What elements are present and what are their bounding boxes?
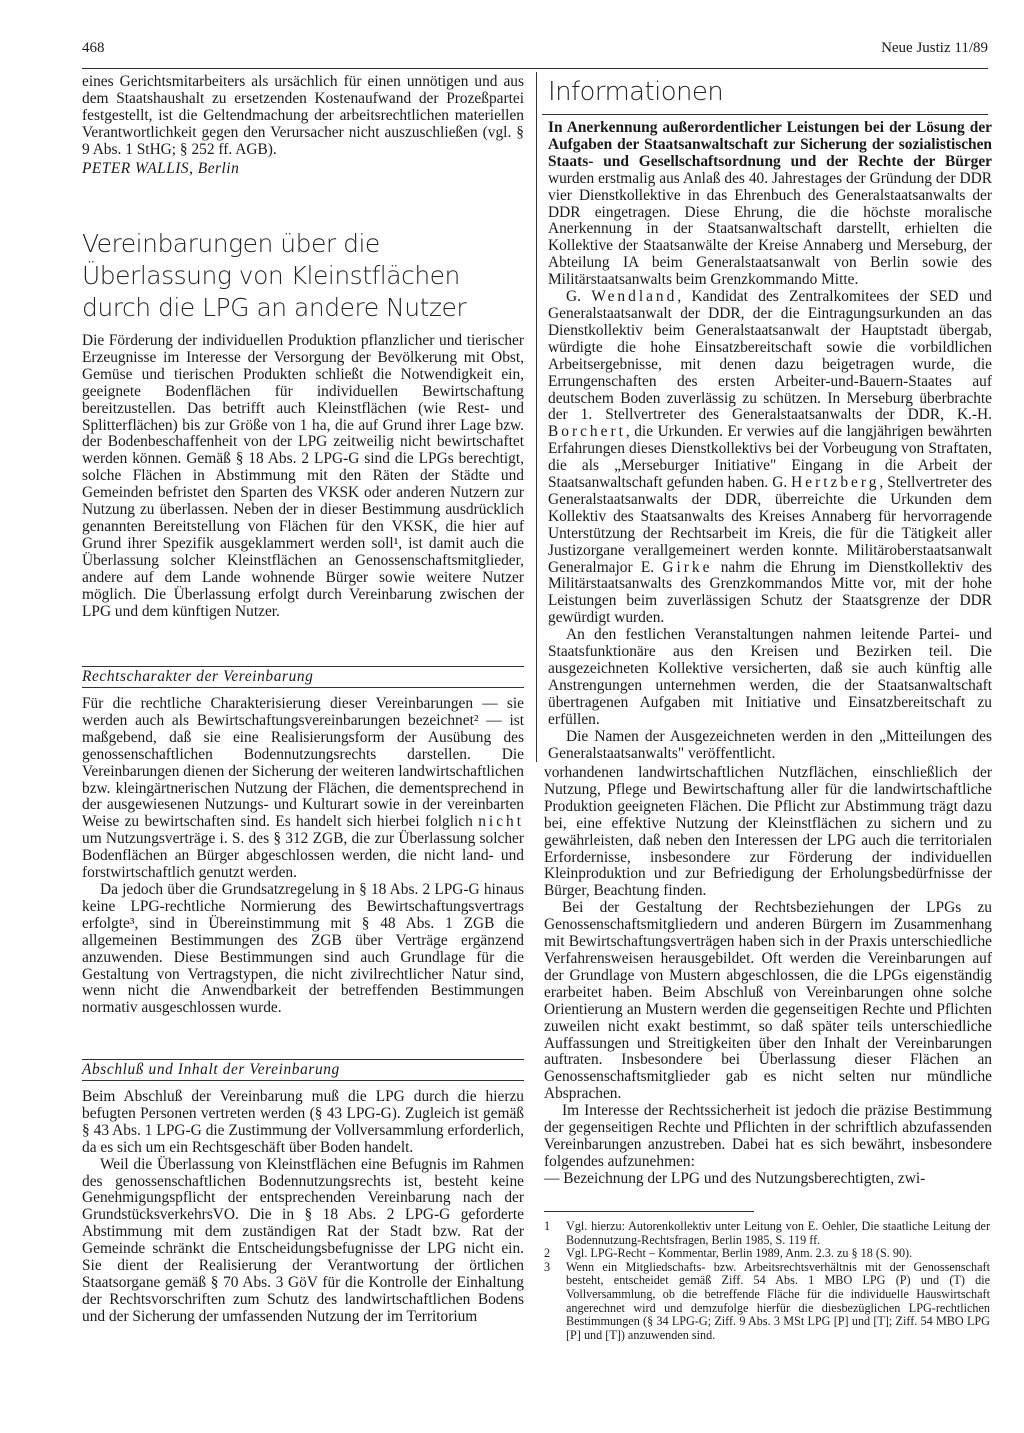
informationen-rule bbox=[542, 114, 988, 115]
continuation-paragraph-1: vorhandenen landwirtschaftlichen Nutzflächen, einschließlich der Nutzung, Pflege und Bewirtschaftung aller für die landwirtschaftliche Produktion geeigneten Flächen. Die Pflicht zur Abstimmung trägt dazu bei, eine effektive Nutzung der Kleinstflächen zu sichern und zu gewährleisten, daß neben den Interessen der LPG auch die territorialen Erfordernisse, insbesondere zur Förderung der individuellen Kleinproduktion und zur Befriedigung der Erholungsbedürfnisse der Bürger, Beachtung finden. bbox=[544, 764, 992, 900]
column-divider bbox=[536, 72, 537, 762]
list-item-bezeichnung: — Bezeichnung der LPG und des Nutzungsberechtigten, zwi- bbox=[544, 1169, 926, 1187]
page-number: 468 bbox=[82, 40, 105, 56]
informationen-p1-rest: wurden erstmalig aus Anlaß des 40. Jahrestages der Gründung der DDR vier Dienstkollektive in das Ehrenbuch des Generalstaatsanwalts der DDR eingetragen. Diese Ehrung, die die höchste moralische Anerkennung in der Staatsanwaltschaft darstellt, erhielten die Kollektive der Staatsanwälte der Kreise Annaberg und Merseburg, der Abteilung IA beim Generalstaatsanwalt von Berlin sowie des Militärstaatsanwalts beim Grenzkommando Mitte. bbox=[548, 169, 992, 289]
section-rechtscharakter bbox=[82, 696, 524, 1017]
person-name-borchert: Borchert bbox=[548, 423, 626, 441]
p2-text-d: , Stellvertreter des Generalstaatsanwalts der DDR, überreichte die Urkunden dem Kollektiv des Staatsanwalts des Kreises Annaberg für hervorragende Unterstützung der Rechtsarbeit im Kreis, die für die Tätigkeit aller Justizorgane verallgemeinert werden konnte. Militäroberstaatsanwalt Generalmajor E. bbox=[548, 474, 992, 576]
person-name-wendland: Wendland bbox=[591, 288, 678, 306]
section-abschluss bbox=[82, 1089, 524, 1326]
section1-paragraph-2: Da jedoch über die Grundsatzregelung in § 18 Abs. 2 LPG-G hinaus keine LPG-rechtliche Normierung des Bewirtschaftungsvertrags erfolgte³, sind in Übereinstimmung mit § 48 Abs. 1 ZGB die allgemeinen Bestimmungen des ZGB über Verträge ergänzend anzuwenden. Diese Bestimmungen sind auch Grundlage für die Gestaltung von Vertragstypen, die nicht zivilrechtlicher Natur sind, wenn nicht die Anwendbarkeit der betreffenden Bestimmungen normativ ausgeschlossen wurde. bbox=[82, 880, 524, 1017]
footnote-number: 1 bbox=[544, 1219, 551, 1233]
footnotes bbox=[544, 1220, 990, 1342]
informationen-paragraph-3: An den festlichen Veranstaltungen nahmen leitende Partei- und Staatsfunktionäre aus den Kreisen und Bezirken teil. Die ausgezeichneten Kollektive versicherten, daß sie auch künftig alle Anstrengungen unternehmen werden, die der Staatsanwaltschaft übertragenen Aufgaben mit Initiative und Einsatzbereitschaft zu erfüllen. bbox=[548, 626, 992, 728]
continuation-paragraph-3: Im Interesse der Rechtssicherheit ist jedoch die präzise Bestimmung der gegenseitigen Rechte und Pflichten in der schriftlich abzufassenden Vereinbarungen anzustreben. Dabei hat es sich bewährt, insbesondere folgendes aufzunehmen: bbox=[544, 1102, 992, 1170]
informationen-paragraph-2 bbox=[548, 289, 992, 627]
p2-text-e: nahm die Ehrung im Dienstkollektiv des Militärstaatsanwalts des Grenzkommandos Mitte vor, mit der hohe Leistungen beim zuverlässigen Schutz der Staatsgrenze der DDR gewürdigt wurden. bbox=[548, 558, 992, 627]
previous-article-paragraph: eines Gerichtsmitarbeiters als ursächlich für einen unnötigen und aus dem Staatshaushalt zu ersetzenden Kostenaufwand der Prozeßpartei festgestellt, ist die Geltendmachung der arbeitsrechtlichen materiellen Verantwortlichkeit gegen den Verursacher nicht auszuschließen (vgl. § 9 Abs. 1 StHG; § 252 ff. AGB). bbox=[82, 73, 524, 158]
footnote-item bbox=[544, 1220, 990, 1247]
footnote-text: Vgl. LPG-Recht – Kommentar, Berlin 1989, Anm. 2.3. zu § 18 (S. 90). bbox=[566, 1246, 913, 1261]
emphasis-nicht: nicht bbox=[478, 813, 524, 831]
section1-paragraph-1 bbox=[82, 696, 524, 882]
previous-article-ending bbox=[82, 74, 524, 177]
footnote-text: Vgl. hierzu: Autorenkollektiv unter Leitung von E. Oehler, Die staatliche Leitung der Bodennutzung-Rechtsfragen, Berlin 1985, S. 119 ff. bbox=[566, 1219, 990, 1247]
journal-issue: Neue Justiz 11/89 bbox=[881, 40, 988, 56]
section-heading-abschluss: Abschluß und Inhalt der Vereinbarung bbox=[82, 1059, 524, 1081]
p2-text-c: , die Urkunden. Er verwies auf die langjährigen bewährten Erfahrungen dieses Dienstkollektivs bei der Vorbeugung von Straftaten, die als „Merseburger Initiative" Eingang in die Arbeit der Staatsanwaltschaft gefunden haben. G. bbox=[548, 423, 992, 492]
informationen-title: Informationen bbox=[548, 77, 724, 107]
section2-paragraph-2: Weil die Überlassung von Kleinstflächen eine Befugnis im Rahmen des genossenschaftlichen Bodennutzungsrechts ist, besteht keine Genehmigungspflicht der entsprechenden Vereinbarung nach der GrundstücksverkehrsVO. Die in § 18 Abs. 2 LPG-G geforderte Abstimmung mit dem zuständigen Rat der Stadt bzw. Rat der Gemeinde schränkt die Entscheidungsbefugnisse der LPG nicht ein. Sie dient der Realisierung der Verantwortung der örtlichen Staatsorgane gemäß § 70 Abs. 3 GöV für die Kontrolle der Einhaltung der Rechtsvorschriften zum Schutz des landwirtschaftlichen Bodens und der Sicherung der umfassenden Nutzung der im Territorium bbox=[82, 1155, 524, 1325]
person-name-girke: Girke bbox=[662, 558, 713, 576]
footnote-item bbox=[544, 1247, 990, 1261]
article-intro bbox=[82, 333, 524, 620]
continuation-paragraph-2: Bei der Gestaltung der Rechtsbeziehungen der LPGs zu Genossenschaftsmitgliedern und anderen Bürgern im Zusammenhang mit Bewirtschaftungsverträgen haben sich in der Praxis unterschiedliche Verfahrensweisen herausgebildet. Oft werden die Vereinbarungen auf der Grundlage von Mustern abgeschlossen, die die LPGs eigenständig erarbeitet haben. Beim Abschluß von Vereinbarungen ohne solche Orientierung an Mustern werden die gegenseitigen Rechte und Pflichten zuweilen nicht exakt bestimmt, so daß später teils unterschiedliche Auffassungen und Streitigkeiten über den Inhalt der Vereinbarungen auftraten. Insbesondere bei Überlassung dieser Flächen an Genossenschaftsmitglieder gab es nicht selten nur mündliche Absprachen. bbox=[544, 899, 992, 1103]
informationen-paragraph-1 bbox=[548, 120, 992, 289]
s1-text-a: Für die rechtliche Charakterisierung dieser Vereinbarungen — sie werden auch als Bewirtschaftungsvereinbarungen bezeichnet² — ist maßgebend, daß sie eine Realisierungsform der Ausübung des genossenschaftlichen Bodennutzungsrechts darstellen. Die Vereinbarungen dienen der Sicherung der weiteren landwirtschaftlichen bzw. kleingärtnerischen Nutzung der Flächen, die dementsprechend in der ausgewiesenen Nutzungs- und Kulturart sowie in der vereinbarten Weise zu bewirtschaften sind. Es handelt sich hierbei folglich bbox=[82, 695, 524, 831]
intro-paragraph: Die Förderung der individuellen Produktion pflanzlicher und tierischer Erzeugnisse im Interesse der Versorgung der Bevölkerung mit Obst, Gemüse und tierischen Produkten schließt die Notwendigkeit ein, geeignete Bodenflächen für individuellen Bewirtschaftung bereitzustellen. Das betrifft auch Kleinstflächen (wie Rest- und Splitterflächen) bis zur Größe von 1 ha, die auf Grund ihrer Lage bzw. der Bodenbeschaffenheit von der LPG zeitweilig nicht bewirtschaftet werden können. Gemäß § 18 Abs. 2 LPG-G sind die LPGs berechtigt, solche Flächen in Abstimmung mit den Räten der Städte und Gemeinden befristet den Sparten des VKSK oder anderen Nutzern zur Nutzung zu überlassen. Neben der in dieser Bestimmung ausdrücklich genannten Bereitstellung von Flächen für den VKSK, die hier auf Grund ihrer Spezifik ausgeklammert werden soll¹, ist damit auch die Überlassung solcher Kleinstflächen an Genossenschaftsmitglieder, andere auf dem Lande wohnende Bürger sowie weitere Nutzer möglich. Die Überlassung erfolgt durch Vereinbarung zwischen der LPG und dem künftigen Nutzer. bbox=[82, 332, 524, 620]
informationen-body bbox=[548, 120, 992, 762]
footnote-text: Wenn ein Mitgliedschafts- bzw. Arbeitsrechtsverhältnis mit der Genossenschaft besteht, entscheidet gemäß Ziff. 54 Abs. 1 MBO LPG (P) und (T) die Vollversammlung, ob die betreffende Fläche für die individuelle Hauswirtschaft angerechnet wird und demzufolge hierfür die diesbezüglichen LPG-rechtlichen Bestimmungen (§ 34 LPG-G; Ziff. 9 Abs. 3 MSt LPG [P] und [T]; Ziff. 54 MBO LPG [P] und [T]) anzuwenden sind. bbox=[566, 1259, 990, 1342]
footnote-rule bbox=[544, 1211, 754, 1212]
footnote-number: 2 bbox=[544, 1246, 551, 1261]
s1-text-b: um Nutzungsverträge i. S. des § 312 ZGB, die zur Überlassung solcher Bodenflächen an Bürger abgeschlossen werden, die nicht land- und forstwirtschaftlich genutzt werden. bbox=[82, 830, 524, 882]
article-title: Vereinbarungen über die Überlassung von Kleinstflächen durch die LPG an andere Nutzer bbox=[82, 229, 467, 322]
author-signature: PETER WALLIS, Berlin bbox=[82, 159, 240, 177]
section2-paragraph-1: Beim Abschluß der Vereinbarung muß die LPG durch die hierzu befugten Personen vertreten werden (§ 43 LPG-G). Zugleich ist gemäß § 43 Abs. 1 LPG-G die Zustimmung der Vollversammlung erforderlich, da es sich um ein Rechtsgeschäft über Boden handelt. bbox=[82, 1088, 524, 1156]
informationen-paragraph-4: Die Namen der Ausgezeichneten werden in den „Mitteilungen des Generalstaatsanwalts" veröffentlicht. bbox=[548, 727, 992, 762]
p2-text-b: , Kandidat des Zentralkomitees der SED und Generalstaatsanwalt der DDR, der die Eintragungsurkunden an das Dienstkollektiv beim Generalstaatsanwalt der Hauptstadt übergab, würdigte die hohe Einsatzbereitschaft sowie die vorbildlichen Arbeitsergebnisse, mit denen dazu beigetragen wurde, die Errungenschaften des ersten Arbeiter-und-Bauern-Staates auf deutschem Boden zuverlässig zu schützen. In Merseburg überbrachte der 1. Stellvertreter des Generalstaatsanwalts der DDR, K.-H. bbox=[548, 288, 992, 424]
person-name-hertzberg: Hertzberg bbox=[791, 474, 880, 492]
informationen-lead: In Anerkennung außerordentlicher Leistungen bei der Lösung der Aufgaben der Staatsanwaltschaft zur Sicherung der sozialistischen Staats- und Gesellschaftsordnung und der Rechte der Bürger bbox=[548, 119, 992, 170]
p2-text-a: G. bbox=[566, 288, 581, 306]
header-rule bbox=[82, 68, 988, 69]
page-header bbox=[82, 40, 988, 64]
section-heading-rechtscharakter: Rechtscharakter der Vereinbarung bbox=[82, 666, 524, 688]
footnote-item bbox=[544, 1261, 990, 1343]
footnote-number: 3 bbox=[544, 1259, 551, 1274]
article-continuation bbox=[544, 765, 992, 1188]
